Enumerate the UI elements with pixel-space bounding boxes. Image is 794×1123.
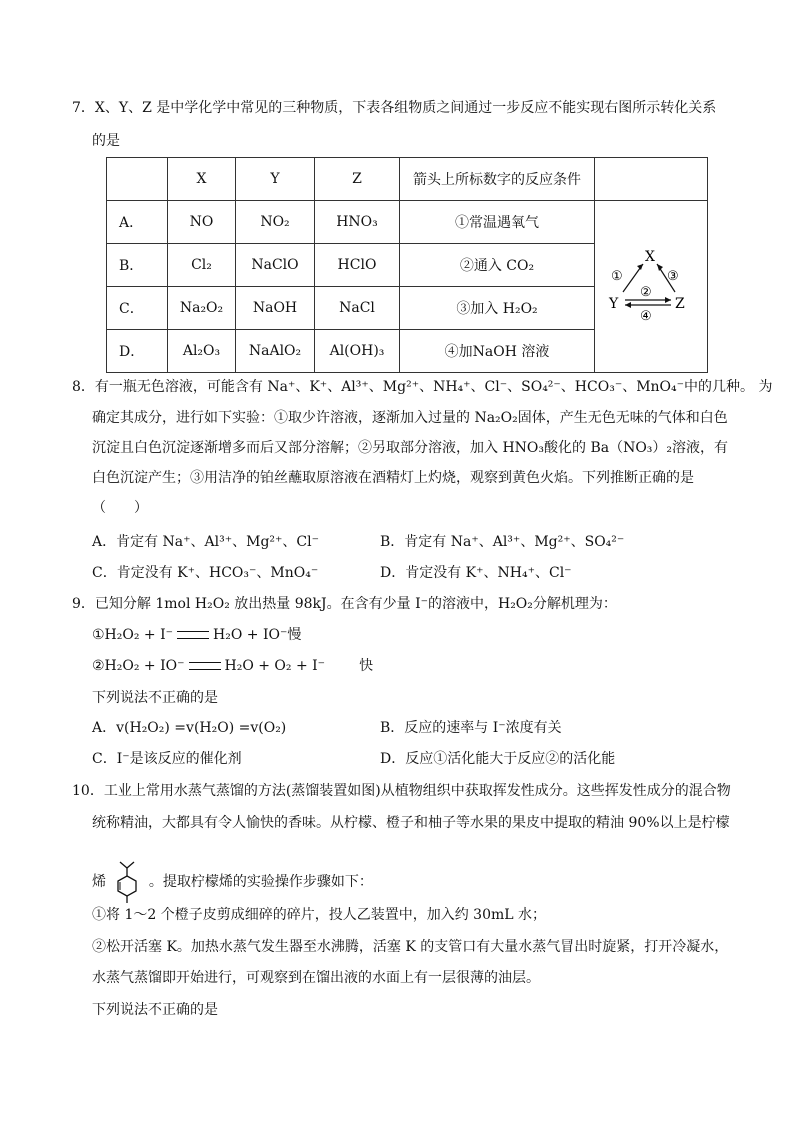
row-label: A． [107, 201, 168, 244]
q8-answer-blank: （ ） [92, 500, 148, 516]
limonene-structure-icon [112, 860, 142, 904]
cell-x: Na₂O₂ [168, 287, 236, 330]
header-z: Z [315, 158, 400, 201]
header-x: X [168, 158, 236, 201]
q10-question: 下列说法不正确的是 [92, 1002, 218, 1018]
q9-question: 下列说法不正确的是 [92, 690, 218, 706]
header-condition: 箭头上所标数字的反应条件 [400, 158, 595, 201]
equals-sign [189, 662, 221, 670]
header-y: Y [236, 158, 315, 201]
q8-stem-line1: 8．有一瓶无色溶液，可能含有 Na⁺、K⁺、Al³⁺、Mg²⁺、NH₄⁺、Cl⁻、SO₄²⁻、HCO₃⁻、MnO₄⁻中的几种。 为 [72, 379, 773, 395]
diagram-label-4: ④ [640, 308, 652, 324]
q8-option-d: D．肯定没有 K⁺、NH₄⁺、Cl⁻ [380, 565, 572, 581]
q7-stem-line2: 的是 [92, 133, 120, 149]
diagram-label-1: ① [611, 268, 623, 284]
cell-z: HNO₃ [315, 201, 400, 244]
cell-y: NaAlO₂ [236, 330, 315, 373]
q9-option-c: C．I⁻是该反应的催化剂 [92, 751, 242, 767]
cell-x: Cl₂ [168, 244, 236, 287]
q9-option-b: B．反应的速率与 I⁻浓度有关 [380, 720, 562, 736]
row-label: C． [107, 287, 168, 330]
cell-z: NaCl [315, 287, 400, 330]
reaction-1-products: H₂O + IO⁻慢 [213, 627, 302, 643]
q10-step-2-line2: 水蒸气蒸馏即开始进行，可观察到在馏出液的水面上有一层很薄的油层。 [92, 970, 540, 986]
q8-option-a: A．肯定有 Na⁺、Al³⁺、Mg²⁺、Cl⁻ [92, 534, 320, 550]
q8-stem-line3: 沉淀且白色沉淀逐渐增多而后又部分溶解；②另取部分溶液，加入 HNO₃酸化的 Ba（NO₃）₂溶液，有 [92, 440, 729, 456]
diagram-label-2: ② [640, 284, 652, 300]
q10-step-2-line1: ②松开活塞 K。加热水蒸气发生器至水沸腾，活塞 K 的支管口有大量水蒸气冒出时旋紧，打开冷凝水， [92, 939, 729, 955]
cell-y: NaClO [236, 244, 315, 287]
q10-stem-line2: 统称精油，大都具有令人愉快的香味。从柠檬、橙子和柚子等水果的果皮中提取的精油 90%以上是柠檬 [92, 815, 730, 831]
diagram-z-label: Z [675, 295, 685, 312]
table-header-row [107, 158, 708, 201]
cell-z: HClO [315, 244, 400, 287]
q8-option-c: C．肯定没有 K⁺、HCO₃⁻、MnO₄⁻ [92, 565, 319, 581]
q9-reaction-2 [92, 656, 373, 676]
cell-condition: ①常温遇氧气 [400, 201, 595, 244]
reaction-2-speed: 快 [359, 658, 374, 674]
table-row [107, 201, 708, 244]
arrow-2-head [665, 297, 671, 303]
arrow-4-head [625, 302, 631, 308]
row-label: B． [107, 244, 168, 287]
header-blank [107, 158, 168, 201]
reaction-2-reactants: ②H₂O₂ + IO⁻ [92, 658, 185, 674]
q7-table [106, 157, 708, 373]
cell-y: NaOH [236, 287, 315, 330]
q10-stem-line3-rest: 。提取柠檬烯的实验操作步骤如下： [148, 874, 373, 890]
q9-stem-line1: 9．已知分解 1mol H₂O₂ 放出热量 98kJ。在含有少量 I⁻的溶液中，H₂O₂分解机理为： [72, 596, 617, 612]
q8-stem-line4: 白色沉淀产生；③用洁净的铂丝蘸取原溶液在酒精灯上灼烧，观察到黄色火焰。下列推断正确的是 [92, 470, 694, 486]
q8-stem-line2: 确定其成分，进行如下实验：①取少许溶液，逐渐加入过量的 Na₂O₂固体，产生无色无味的气体和白色 [92, 410, 728, 426]
diagram-y-label: Y [609, 295, 619, 312]
q9-option-a: A．v(H₂O₂) =v(H₂O) =v(O₂) [92, 720, 287, 736]
q10-stem-line1: 10．工业上常用水蒸气蒸馏的方法(蒸馏装置如图)从植物组织中获取挥发性成分。这些挥发性成分的混合物 [72, 783, 731, 799]
arrow-3-head [657, 264, 663, 271]
cell-y: NO₂ [236, 201, 315, 244]
reaction-2-products: H₂O + O₂ + I⁻ [224, 658, 326, 674]
header-diagram [595, 158, 708, 201]
equals-sign [177, 631, 209, 639]
diagram-x-label: X [645, 248, 655, 265]
cell-condition: ②通入 CO₂ [400, 244, 595, 287]
q10-stem-line3 [92, 860, 373, 904]
q9-reaction-1 [92, 625, 301, 645]
q7-stem-line1: 7．X、Y、Z 是中学化学中常见的三种物质，下表各组物质之间通过一步反应不能实现右图所示转化关系 [72, 100, 717, 116]
row-label: D． [107, 330, 168, 373]
conversion-diagram [595, 202, 707, 368]
q10-limonene-word: 烯 [92, 874, 106, 890]
reaction-1-reactants: ①H₂O₂ + I⁻ [92, 627, 174, 643]
conversion-diagram-cell [595, 201, 708, 373]
cell-x: Al₂O₃ [168, 330, 236, 373]
cell-x: NO [168, 201, 236, 244]
q8-option-b: B．肯定有 Na⁺、Al³⁺、Mg²⁺、SO₄²⁻ [380, 534, 625, 550]
diagram-label-3: ③ [667, 268, 679, 284]
cell-z: Al(OH)₃ [315, 330, 400, 373]
q9-option-d: D．反应①活化能大于反应②的活化能 [380, 751, 616, 767]
q10-step-1: ①将 1～2 个橙子皮剪成细碎的碎片，投人乙装置中，加入约 30mL 水； [92, 907, 547, 923]
cell-condition: ③加入 H₂O₂ [400, 287, 595, 330]
cell-condition: ④加NaOH 溶液 [400, 330, 595, 373]
